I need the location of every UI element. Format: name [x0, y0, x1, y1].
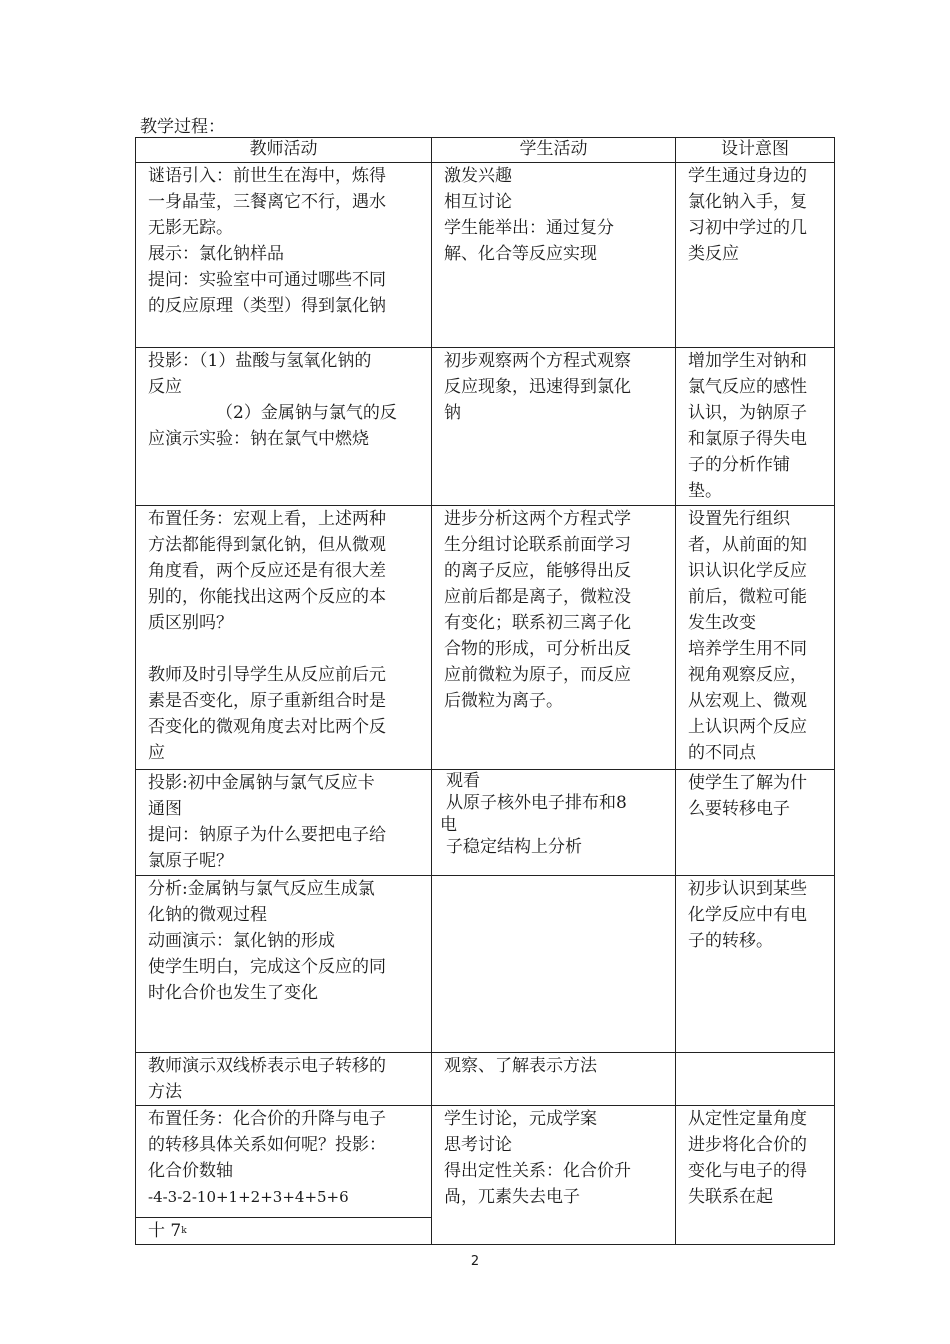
- cell-line: [148, 636, 431, 662]
- cell-line: 的转移具体关系如何呢？投影：: [148, 1135, 386, 1155]
- cell-line: 从宏观上、微观: [688, 691, 807, 711]
- cell-line: 认识，为钠原子: [688, 403, 807, 423]
- table-row: [136, 1106, 835, 1218]
- cell-line: 子的分析作铺: [688, 455, 790, 475]
- intent-cell: [676, 1053, 835, 1106]
- cell-line: 反应现象，迅速得到氯化: [444, 377, 631, 397]
- cell-line: 无影无踪。: [148, 218, 233, 238]
- cell-line: 识认识化学反应: [688, 561, 807, 581]
- table-header-row: [136, 138, 835, 163]
- cell-line: 激发兴趣: [444, 166, 512, 186]
- axis-continuation-cell: [136, 1218, 432, 1245]
- cell-line: 氯原子呢？: [148, 851, 233, 871]
- cell-line: 教师及时引导学生从反应前后元: [148, 665, 386, 685]
- cell-line: 失联系在起: [688, 1187, 773, 1207]
- cell-line: 增加学生对钠和: [688, 351, 807, 371]
- cell-line: 解、化合等反应实现: [444, 244, 597, 264]
- column-header-intent: 设计意图: [676, 138, 835, 163]
- student-cell: [432, 506, 676, 770]
- cell-line: 类反应: [688, 244, 739, 264]
- cell-line: 反应: [148, 377, 182, 397]
- cell-line: 教师演示双线桥表示电子转移的: [148, 1056, 386, 1076]
- teacher-cell: [136, 506, 432, 770]
- intent-cell: [676, 770, 835, 876]
- axis-continuation-sup: k: [181, 1226, 187, 1236]
- cell-line: 观看: [446, 771, 480, 791]
- teacher-cell: [136, 348, 432, 506]
- cell-line: 投影:初中金属钠与氯气反应卡: [148, 773, 375, 793]
- teacher-cell: [136, 770, 432, 876]
- table-row: [136, 770, 835, 876]
- cell-line: 发生改变: [688, 613, 756, 633]
- cell-line: 角度看，两个反应还是有很大差: [148, 561, 386, 581]
- cell-line: 否变化的微观角度去对比两个反: [148, 717, 386, 737]
- cell-line: 合物的形成，可分析出反: [444, 639, 631, 659]
- cell-line: 培养学生用不同: [688, 639, 807, 659]
- intent-cell: [676, 163, 835, 348]
- axis-continuation-text: 十 7: [148, 1221, 182, 1241]
- cell-line: 后微粒为离子。: [444, 691, 563, 711]
- cell-line: 动画演示：氯化钠的形成: [148, 931, 335, 951]
- teacher-cell: [136, 1106, 432, 1218]
- cell-line: 应演示实验：钠在氯气中燃烧: [148, 429, 369, 449]
- student-cell: [432, 348, 676, 506]
- cell-line: 变化与电子的得: [688, 1161, 807, 1181]
- cell-line: 设置先行组织: [688, 509, 790, 529]
- student-cell: [432, 770, 676, 876]
- student-cell: [432, 1106, 676, 1245]
- cell-line: 有变化；联系初三离子化: [444, 613, 631, 633]
- cell-line: 者，从前面的知: [688, 535, 807, 555]
- cell-line: 子的转移。: [688, 931, 773, 951]
- cell-line: 分析:金属钠与氯气反应生成氯: [148, 879, 375, 899]
- cell-line: 从原子核外电子排布和8: [446, 793, 627, 813]
- cell-line: 子稳定结构上分析: [446, 837, 582, 857]
- cell-line: 谜语引入：前世生在海中，炼得: [148, 166, 386, 186]
- cell-line: 方法: [148, 1082, 182, 1102]
- cell-line: 得出定性关系：化合价升: [444, 1161, 631, 1181]
- cell-line: 电: [440, 815, 457, 835]
- table-row: [136, 348, 835, 506]
- cell-line: 相互讨论: [444, 192, 512, 212]
- teacher-cell: [136, 163, 432, 348]
- cell-line: -4-3-2-10+1+2+3+4+5+6: [148, 1188, 349, 1206]
- cell-line: 前后，微粒可能: [688, 587, 807, 607]
- cell-line: 垫。: [688, 481, 722, 501]
- cell-line: 氯化钠入手，复: [688, 192, 807, 212]
- cell-line: 展示：氯化钠样品: [148, 244, 284, 264]
- cell-line: 氯气反应的感性: [688, 377, 807, 397]
- student-cell: [432, 876, 676, 1053]
- intent-cell: [676, 506, 835, 770]
- cell-line: 么要转移电子: [688, 799, 790, 819]
- cell-line: 使学生了解为什: [688, 773, 807, 793]
- cell-line: 的离子反应，能够得出反: [444, 561, 631, 581]
- table-row: [136, 506, 835, 770]
- cell-line: 的不同点: [688, 743, 756, 763]
- cell-line: 化合价数轴: [148, 1161, 233, 1181]
- cell-line: 布置任务：化合价的升降与电子: [148, 1109, 386, 1129]
- intent-cell: [676, 1106, 835, 1245]
- cell-line: 化钠的微观过程: [148, 905, 267, 925]
- cell-line: 应: [148, 743, 165, 763]
- cell-line: 通图: [148, 799, 182, 819]
- cell-line: 初步观察两个方程式观察: [444, 351, 631, 371]
- cell-line: 一身晶莹，三餐离它不行，遇水: [148, 192, 386, 212]
- cell-line: 学生能举出：通过复分: [444, 218, 614, 238]
- cell-line: 质区别吗？: [148, 613, 233, 633]
- cell-line: 钠: [444, 403, 461, 423]
- cell-line: 方法都能得到氯化钠，但从微观: [148, 535, 386, 555]
- cell-line: 思考讨论: [444, 1135, 512, 1155]
- cell-line: 咼，兀素失去电子: [444, 1187, 580, 1207]
- cell-line: 别的，你能找出这两个反应的本: [148, 587, 386, 607]
- cell-line: 应前后都是离子，微粒没: [444, 587, 631, 607]
- cell-line: 从定性定量角度: [688, 1109, 807, 1129]
- column-header-student: 学生活动: [432, 138, 676, 163]
- cell-line: 投影：（1）盐酸与氢氧化钠的: [148, 351, 372, 371]
- page-heading: 教学过程：: [140, 117, 225, 137]
- cell-line: 时化合价也发生了变化: [148, 983, 318, 1003]
- cell-line: 观察、了解表示方法: [444, 1056, 597, 1076]
- teacher-cell: [136, 876, 432, 1053]
- teacher-cell: [136, 1053, 432, 1106]
- cell-line: 布置任务：宏观上看，上述两种: [148, 509, 386, 529]
- cell-line: 视角观察反应，: [688, 665, 807, 685]
- table-row: [136, 1053, 835, 1106]
- intent-cell: [676, 876, 835, 1053]
- lesson-table: [135, 137, 835, 1245]
- cell-line: 和氯原子得失电: [688, 429, 807, 449]
- cell-line: 素是否变化，原子重新组合时是: [148, 691, 386, 711]
- table-row: [136, 876, 835, 1053]
- cell-line: 进步将化合价的: [688, 1135, 807, 1155]
- intent-cell: [676, 348, 835, 506]
- cell-line: 习初中学过的几: [688, 218, 807, 238]
- page-number: 2: [470, 1254, 480, 1269]
- cell-line: 提问：实验室中可通过哪些不同: [148, 270, 386, 290]
- cell-line: 化学反应中有电: [688, 905, 807, 925]
- cell-line: 使学生明白，完成这个反应的同: [148, 957, 386, 977]
- cell-line: 学生讨论，元成学案: [444, 1109, 597, 1129]
- cell-line: 上认识两个反应: [688, 717, 807, 737]
- student-cell: [432, 1053, 676, 1106]
- table-row: [136, 163, 835, 348]
- column-header-teacher: 教师活动: [136, 138, 432, 163]
- cell-line: 学生通过身边的: [688, 166, 807, 186]
- cell-line: 进步分析这两个方程式学: [444, 509, 631, 529]
- cell-line: 提问：钠原子为什么要把电子给: [148, 825, 386, 845]
- cell-line: 应前微粒为原子，而反应: [444, 665, 631, 685]
- cell-line: 初步认识到某些: [688, 879, 807, 899]
- cell-line: 的反应原理（类型）得到氯化钠: [148, 296, 386, 316]
- cell-line: （2）金属钠与氯气的反: [216, 403, 397, 423]
- student-cell: [432, 163, 676, 348]
- cell-line: 生分组讨论联系前面学习: [444, 535, 631, 555]
